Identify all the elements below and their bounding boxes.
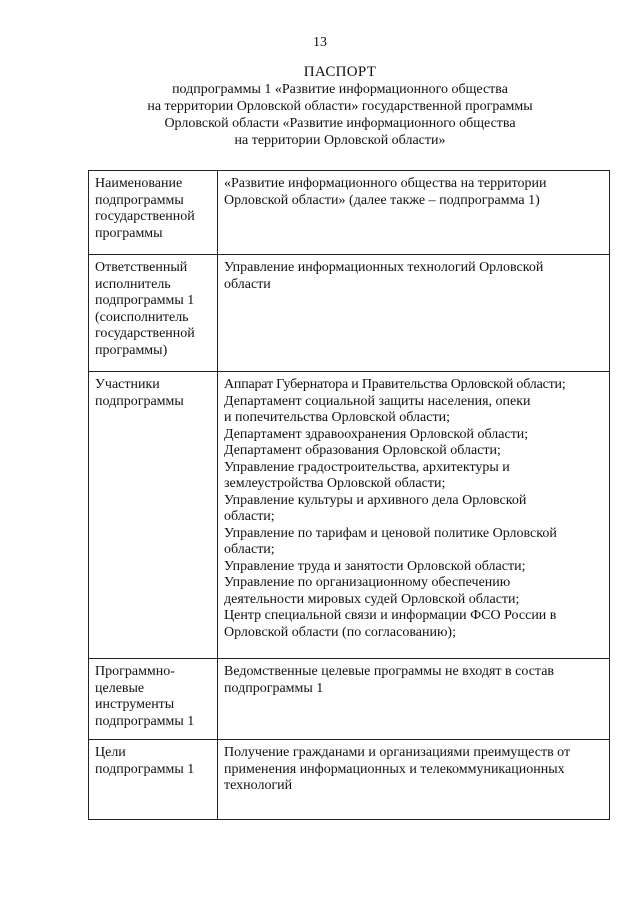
value-line: подпрограммы 1 bbox=[224, 680, 324, 696]
row-label-executor bbox=[89, 255, 218, 372]
label-line: Цели bbox=[95, 745, 126, 760]
value-line: технологий bbox=[224, 778, 293, 793]
label-line: Наименование bbox=[95, 176, 183, 191]
value-line: Ведомственные целевые программы не входят в состав bbox=[224, 664, 555, 679]
row-value-executor bbox=[218, 255, 610, 372]
heading-title: ПАСПОРТ bbox=[303, 64, 377, 80]
label-line: подпрограммы bbox=[95, 192, 184, 208]
value-line: Получение гражданами и организациями преимуществ от bbox=[224, 745, 571, 760]
value-line: Департамент социальной защиты населения, опеки bbox=[224, 393, 531, 409]
value-line: применения информационных и телекоммуникационных bbox=[224, 761, 565, 777]
table-row bbox=[89, 740, 610, 820]
label-line: подпрограммы 1 bbox=[95, 713, 195, 729]
value-line: Управление градостроительства, архитектуры и bbox=[224, 459, 510, 475]
value-line: Управление по тарифам и ценовой политике Орловской bbox=[224, 525, 557, 541]
label-line: подпрограммы bbox=[95, 393, 184, 409]
row-value-participants bbox=[218, 372, 610, 659]
page-number: 13 bbox=[313, 35, 327, 50]
row-value-name bbox=[218, 171, 610, 255]
table-row bbox=[89, 659, 610, 740]
value-line: Управление труда и занятости Орловской области; bbox=[224, 558, 526, 574]
table-row bbox=[89, 171, 610, 255]
row-label-instruments bbox=[89, 659, 218, 740]
row-label-name bbox=[89, 171, 218, 255]
table-row bbox=[89, 255, 610, 372]
value-line: Департамент образования Орловской области; bbox=[224, 443, 501, 458]
heading-line: подпрограммы 1 «Развитие информационного общества bbox=[172, 82, 508, 97]
label-line: подпрограммы 1 bbox=[95, 293, 195, 308]
value-line: области; bbox=[224, 542, 275, 557]
label-line: государственной bbox=[95, 209, 195, 224]
value-line: Управление культуры и архивного дела Орловской bbox=[224, 492, 527, 508]
label-line: исполнитель bbox=[95, 276, 171, 292]
value-line: области bbox=[224, 276, 271, 292]
label-line: Участники bbox=[95, 377, 160, 392]
label-line: Ответственный bbox=[95, 260, 188, 275]
value-line: Управление по организационному обеспечению bbox=[224, 575, 511, 590]
row-label-goals bbox=[89, 740, 218, 820]
value-line: Центр специальной связи и информации ФСО России в bbox=[224, 608, 557, 623]
heading-line: на территории Орловской области» bbox=[234, 133, 446, 148]
value-line: Управление информационных технологий Орловской bbox=[224, 260, 544, 275]
label-line: программы) bbox=[95, 342, 168, 358]
passport-table bbox=[88, 170, 610, 820]
value-line: Орловской области (по согласованию); bbox=[224, 624, 456, 640]
value-line: и попечительства Орловской области; bbox=[224, 410, 450, 425]
value-line: Аппарат Губернатора и Правительства Орловской области; bbox=[224, 377, 566, 392]
row-label-participants bbox=[89, 372, 218, 659]
label-line: целевые bbox=[95, 680, 145, 696]
label-line: (соисполнитель bbox=[95, 309, 189, 325]
table-row bbox=[89, 372, 610, 659]
value-line: землеустройства Орловской области; bbox=[224, 476, 446, 491]
row-value-goals bbox=[218, 740, 610, 820]
value-line: Орловской области» (далее также – подпрограмма 1) bbox=[224, 192, 540, 208]
value-line: деятельности мировых судей Орловской области; bbox=[224, 591, 520, 607]
label-line: программы bbox=[95, 225, 163, 241]
heading-line: на территории Орловской области» государственной программы bbox=[147, 99, 533, 114]
value-line: «Развитие информационного общества на территории bbox=[224, 176, 547, 191]
label-line: инструменты bbox=[95, 697, 175, 712]
value-line: области; bbox=[224, 509, 275, 524]
label-line: государственной bbox=[95, 326, 195, 341]
row-value-instruments bbox=[218, 659, 610, 740]
heading-line: Орловской области «Развитие информационного общества bbox=[164, 116, 516, 131]
passport-heading bbox=[60, 64, 620, 149]
label-line: Программно- bbox=[95, 664, 175, 679]
value-line: Департамент здравоохранения Орловской области; bbox=[224, 426, 529, 442]
label-line: подпрограммы 1 bbox=[95, 761, 195, 777]
